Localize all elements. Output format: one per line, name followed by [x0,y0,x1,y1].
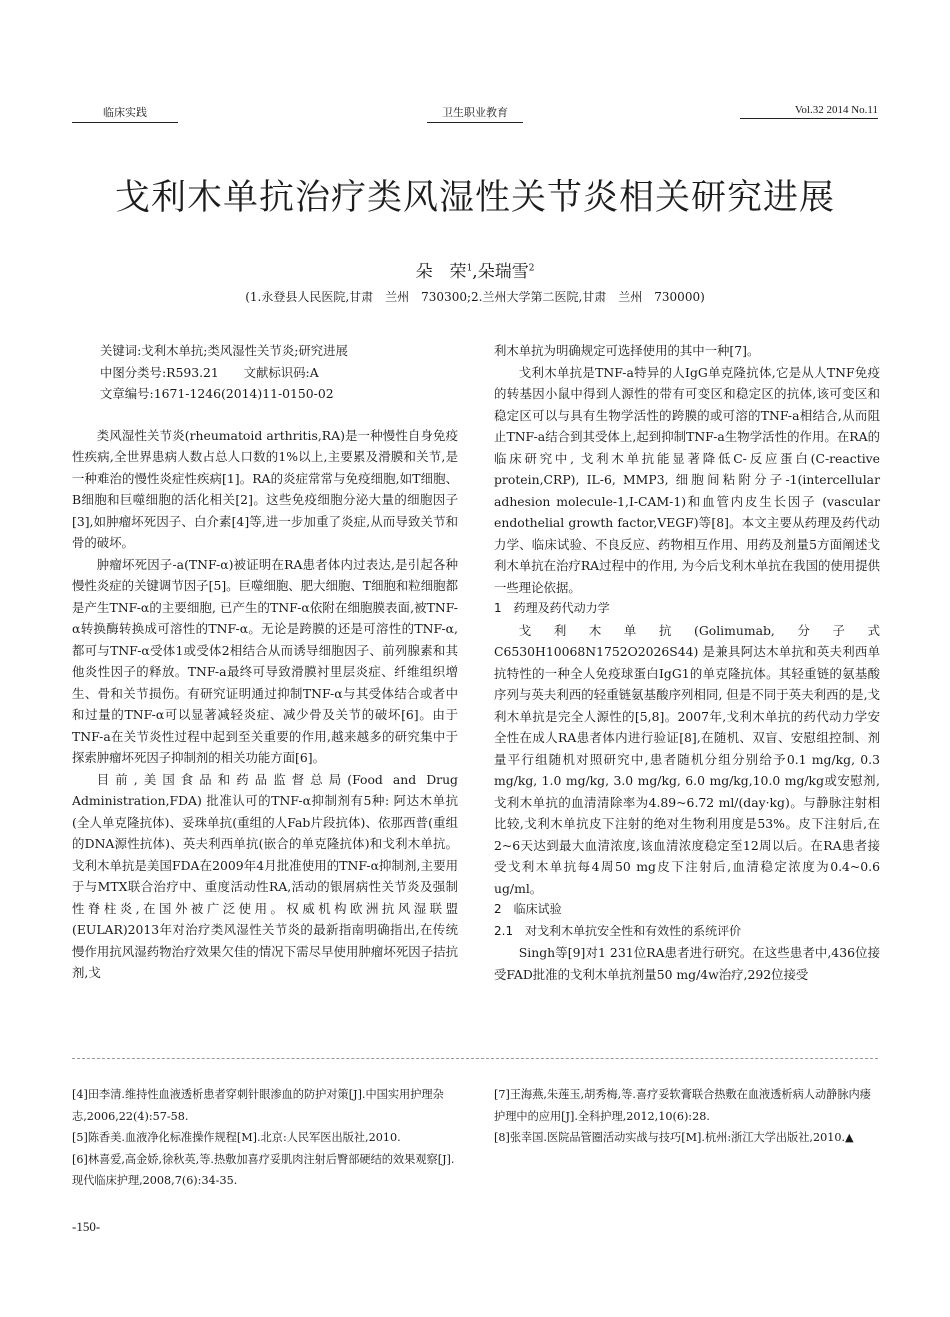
body-paragraph-continued: 利木单抗为明确规定可选择使用的其中一种[7]。 [494,343,760,358]
running-header-volume: Vol.32 2014 No.11 [740,104,878,119]
body-paragraph: 肿瘤坏死因子-a(TNF-α)被证明在RA患者体内过表达,是引起各种慢性炎症的关键调节因子[5]。巨噬细胞、肥大细胞、T细胞和粒细胞都是产生TNF-α的主要细胞, 已产生的TNF-α依附在细胞膜表面,被TNF-α转换酶转换成可溶性的TNF-α。无论是跨膜的还是可溶性的TNF-α, 都可与TNF-α受体1或受体2相结合从而诱导细胞因子、前列腺素和其他炎性因子的释放。TNF-a最终可导致滑膜衬里层炎症、纤维组织增生、骨和关节损伤。有研究证明通过抑制TNF-α与其受体结合或者中和过量的TNF-α可以显著减轻炎症、减少骨及关节的破坏[6]。由于TNF-a在关节炎性过程中起到至关重要的作用,越来越多的研究集中于探索肿瘤坏死因子抑制剂的相关功能方面[6]。 [72,556,458,765]
body-paragraph: 类风湿性关节炎(rheumatoid arthritis,RA)是一种慢性自身免疫性疾病,全世界患病人数占总人口数的1%以上,主要累及滑膜和关节,是一种难治的慢性炎症性疾病[1]。RA的炎症常常与免疫细胞,如T细胞、B细胞和巨噬细胞的活化相关[2]。这些免疫细胞分泌大量的细胞因子[3],如肿瘤坏死因子、白介素[4]等,进一步加重了炎症,从而导致关节和骨的破坏。 [72,427,458,550]
reference-item: [6]林喜爱,高金娇,徐秋英,等.热敷加喜疗妥肌肉注射后臀部硬结的效果观察[J].现代临床护理,2008,7(6):34-35. [72,1152,455,1187]
subsection-heading-2-1: 2.1 对戈利木单抗安全性和有效性的系统评价 [494,923,742,938]
article-title: 戈利木单抗治疗类风湿性关节炎相关研究进展 [114,178,835,218]
author-2: ,朵瑞雪 [472,262,529,282]
references-left [72,1084,458,1192]
affiliations: (1.永登县人民医院,甘肃 兰州 730300;2.兰州大学第二医院,甘肃 兰州 730000) [245,290,705,304]
running-header-section: 临床实践 [72,104,178,123]
article-number: 文章编号:1671-1246(2014)11-0150-02 [100,386,334,401]
page-number: -150- [72,1219,101,1234]
reference-item: [7]王海燕,朱莲玉,胡秀梅,等.喜疗妥软膏联合热敷在血液透析病人动静脉内瘘护理中的应用[J].全科护理,2012,10(6):28. [494,1088,871,1123]
classification-codes: 中图分类号:R593.21 文献标识码:A [100,364,319,380]
body-paragraph: 目前,美国食品和药品监督总局(Food and Drug Administration,FDA) 批准认可的TNF-α抑制剂有5种: 阿达木单抗(全人单克隆抗体)、妥珠单抗(重组的人Fab片段抗体)、依那西普(重组的DNA源性抗体)、英夫利西单抗(嵌合的单克隆抗体)和戈利木单抗。戈利木单抗是美国FDA在2009年4月批准使用的TNF-α抑制剂,主要用于与MTX联合治疗中、重度活动性RA,活动的银屑病性关节炎及强制性脊柱炎,在国外被广泛使用。权威机构欧洲抗风湿联盟(EULAR)2013年对治疗类风湿性关节炎的最新指南明确指出,在传统慢作用抗风湿药物治疗效果欠佳的情况下需尽早使用肿瘤坏死因子拮抗剂,戈 [72,771,458,980]
body-paragraph: 戈利木单抗是TNF-a特异的人IgG单克隆抗体,它是从人TNF免疫的转基因小鼠中得到人源性的带有可变区和稳定区的抗体,该可变区和稳定区可以与具有生物学活性的跨膜的或可溶的TNF-a相结合,从而阻止TNF-a结合到其受体上,起到抑制TNF-a生物学活性的作用。在RA的临床研究中, 戈利木单抗能显著降低C-反应蛋白(C-reactive protein,CRP), IL-6, MMP3, 细胞间粘附分子-1(intercellular adhesion molecule-1,I-CAM-1)和血管内皮生长因子 (vascular endothelial growth factor,VEGF)等[8]。本文主要从药理及药代动力学、临床试验、不良反应、药物相互作用、用药及剂量5方面阐述戈利木单抗在治疗RA过程中的作用, 为今后戈利木单抗在我国的使用提供一些理论依据。 [494,364,880,595]
author-line [0,257,950,282]
author-1: 朵 荣 [415,262,467,282]
section-heading-2: 2 临床试验 [494,902,562,916]
reference-separator [72,1058,878,1059]
body-paragraph: Singh等[9]对1 231位RA患者进行研究。在这些患者中,436位接受FAD批准的戈利木单抗剂量50 mg/4w治疗,292位接受 [494,945,880,982]
reference-item: [4]田李清.维持性血液透析患者穿刺针眼渗血的防护对策[J].中国实用护理杂志,2006,22(4):57-58. [72,1088,444,1123]
running-header-journal: 卫生职业教育 [427,104,523,123]
reference-item: [8]张幸国.医院品管圈活动实战与技巧[M].杭州:浙江大学出版社,2010.▲ [494,1131,854,1144]
keywords: 关键词:戈利木单抗;类风湿性关节炎;研究进展 [100,343,348,358]
section-heading-1: 1 药理及药代动力学 [494,601,610,615]
reference-item: [5]陈香美.血液净化标准操作规程[M].北京:人民军医出版社,2010. [72,1131,401,1144]
body-paragraph: 戈利木单抗(Golimumab,分子式C6530H10068N1752O2026S44) 是兼具阿达木单抗和英夫利西单抗特性的一种全人免疫球蛋白IgG1的单克隆抗体。其轻重链的氨基酸序列与英夫利西的轻重链氨基酸序列相同, 但是不同于英夫利西的是,戈利木单抗是完全人源性的[5,8]。2007年,戈利木单抗的药代动力学安全性在成人RA患者体内进行验证[8],在随机、双盲、安慰组控制、剂量平行组随机对照研究中,患者随机分组分别给予0.1 mg/kg, 0.3 mg/kg, 1.0 mg/kg, 3.0 mg/kg, 6.0 mg/kg,10.0 mg/kg或安慰剂,戈利木单抗的血清清除率为4.89~6.72 ml/(day·kg)。与静脉注射相比较,戈利木单抗皮下注射的绝对生物利用度是53%。皮下注射后,在2~6天达到最大血清浓度,该血清浓度稳定至12周以后。在RA患者接受戈利木单抗每4周50 mg皮下注射后,血清稳定浓度为0.4~0.6 ug/ml。 [494,622,880,896]
author-1-affil-mark: 1 [466,263,473,274]
references-right [494,1084,880,1149]
author-2-affil-mark: 2 [528,263,535,274]
right-column [494,340,880,985]
left-column [72,340,458,984]
